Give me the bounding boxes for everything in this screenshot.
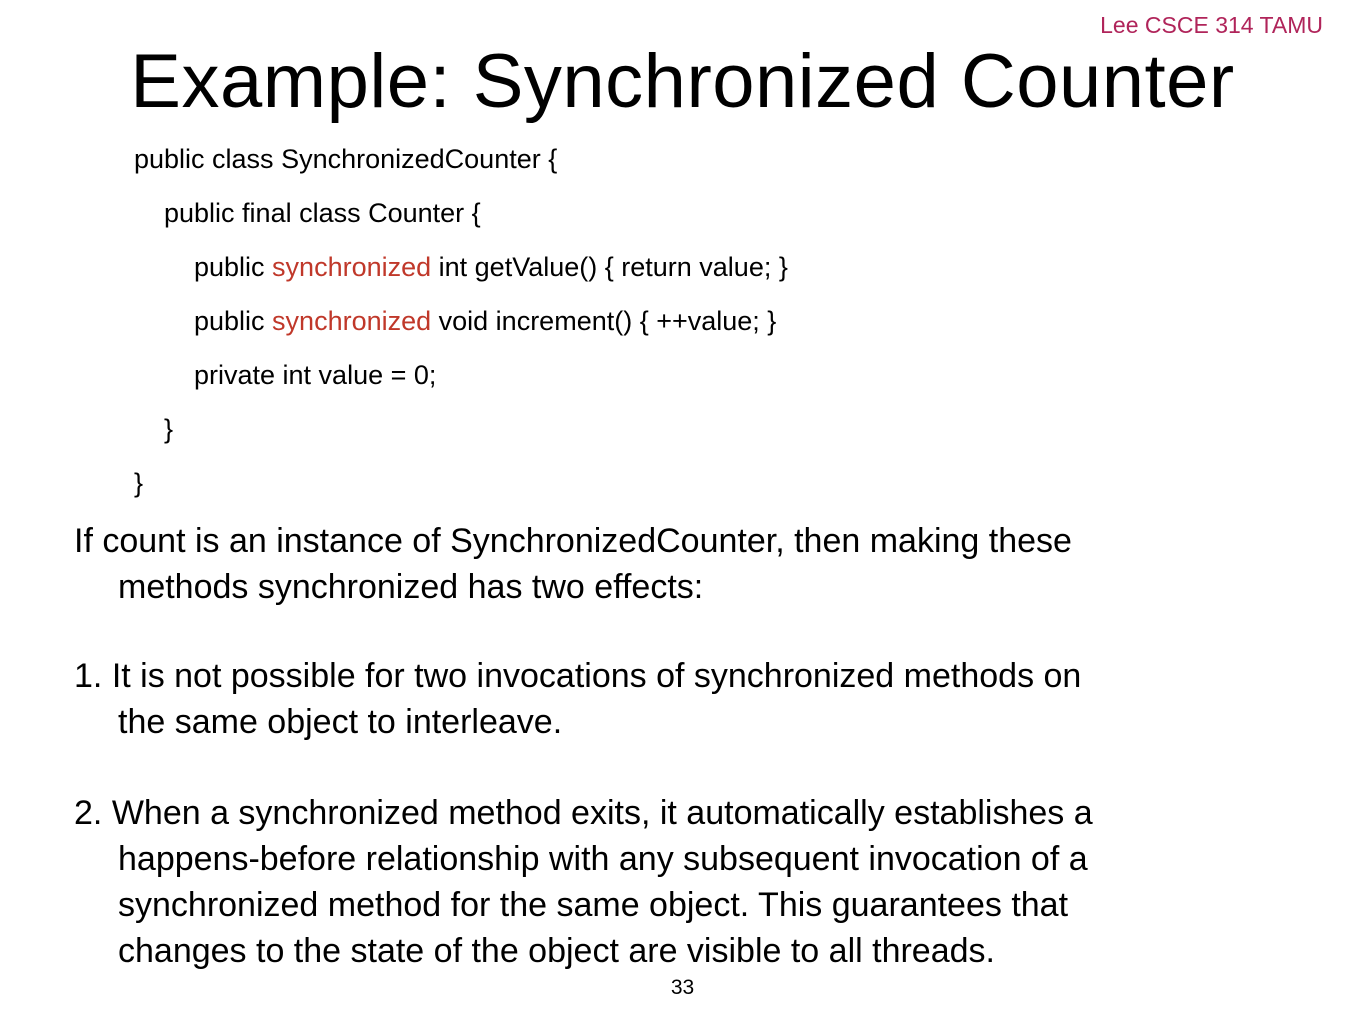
synchronized-keyword: synchronized — [272, 306, 432, 336]
paragraph-line — [74, 790, 1304, 836]
page-number: 33 — [670, 976, 695, 999]
intro-paragraph — [74, 518, 1304, 610]
code-text: public — [194, 306, 273, 336]
paragraph-text: When a synchronized method exits, it automatically establishes a — [111, 794, 1093, 832]
paragraph-line: synchronized method for the same object. This guarantees that — [118, 886, 1069, 924]
code-text: int getValue() { return value; } — [431, 252, 788, 282]
paragraph-line: the same object to interleave. — [118, 703, 563, 741]
effect-item-1 — [74, 653, 1304, 745]
code-line: } — [164, 414, 174, 444]
code-line: private int value = 0; — [194, 360, 437, 390]
code-text: void increment() { ++value; } — [431, 306, 777, 336]
list-marker: 2. — [74, 794, 103, 832]
list-marker: 1. — [74, 657, 103, 695]
paragraph-line: happens-before relationship with any subsequent invocation of a — [118, 840, 1088, 878]
code-line: public class SynchronizedCounter { — [134, 144, 558, 174]
code-line: } — [134, 468, 144, 498]
paragraph-line: methods synchronized has two effects: — [118, 568, 704, 606]
course-tag: Lee CSCE 314 TAMU — [1100, 12, 1323, 38]
code-line: public final class Counter { — [164, 198, 481, 228]
slide-title: Example: Synchronized Counter — [130, 39, 1235, 124]
synchronized-keyword: synchronized — [272, 252, 432, 282]
paragraph-line: changes to the state of the object are visible to all threads. — [118, 932, 995, 970]
paragraph-line: If count is an instance of SynchronizedCounter, then making these — [74, 522, 1072, 560]
code-line — [134, 240, 788, 294]
effect-item-2 — [74, 790, 1304, 974]
code-line — [134, 294, 788, 348]
paragraph-text: It is not possible for two invocations of synchronized methods on — [111, 657, 1082, 695]
paragraph-line — [74, 653, 1304, 699]
code-text: public — [194, 252, 273, 282]
code-block — [134, 132, 788, 510]
